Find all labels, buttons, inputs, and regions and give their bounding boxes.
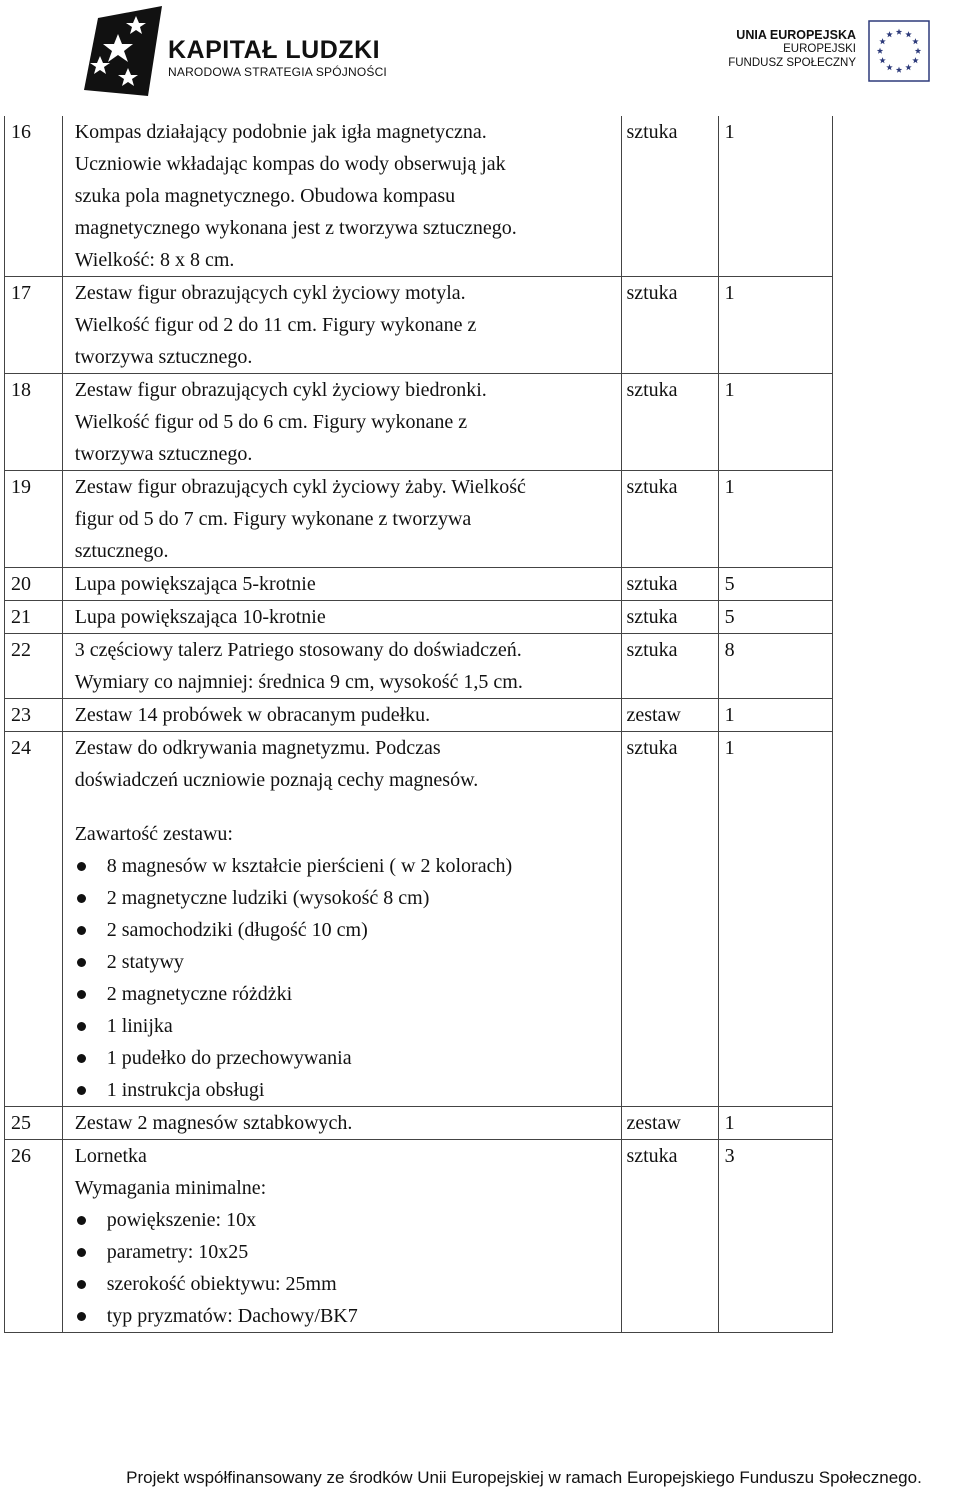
- item-description: [62, 116, 622, 277]
- bullet-item: 2 magnetyczne różdżki: [75, 978, 618, 1010]
- eu-line-3: FUNDUSZ SPOŁECZNY: [728, 57, 856, 69]
- item-quantity: 3: [718, 1140, 832, 1333]
- item-unit: sztuka: [622, 471, 718, 568]
- table-row: [5, 1107, 833, 1140]
- description-line: Lornetka: [74, 1145, 147, 1167]
- item-quantity: 1: [718, 471, 832, 568]
- item-description: [62, 1107, 622, 1140]
- description-line: doświadczeń uczniowie poznają cechy magnesów.: [74, 769, 479, 791]
- item-quantity: 1: [718, 1107, 832, 1140]
- item-number: 20: [5, 568, 63, 601]
- item-quantity: 1: [718, 116, 832, 277]
- description-line: Zestaw 14 probówek w obracanym pudełku.: [74, 704, 431, 726]
- description-line: Wielkość figur od 5 do 6 cm. Figury wykonane z: [74, 411, 468, 433]
- description-line: Wymiary co najmniej: średnica 9 cm, wysokość 1,5 cm.: [74, 671, 523, 693]
- eu-line-2: EUROPEJSKI: [783, 43, 856, 55]
- item-quantity: 1: [718, 699, 832, 732]
- item-unit: sztuka: [622, 634, 718, 699]
- bullet-list: [75, 1204, 618, 1332]
- table-row: [5, 568, 833, 601]
- description-line: Wymagania minimalne:: [74, 1177, 267, 1199]
- table-row: [5, 1140, 833, 1333]
- kapital-ludzki-logo-icon: [78, 4, 168, 100]
- eu-line-1: UNIA EUROPEJSKA: [736, 28, 856, 42]
- item-number: 22: [5, 634, 63, 699]
- page-footer: Projekt współfinansowany ze środków Unii Europejskiej w ramach Europejskiego Funduszu Społecznego.: [126, 1468, 922, 1487]
- description-line: Uczniowie wkładając kompas do wody obserwują jak: [74, 153, 506, 175]
- eu-flag-icon: [868, 20, 930, 82]
- bullet-item: powiększenie: 10x: [75, 1204, 618, 1236]
- description-line: szuka pola magnetycznego. Obudowa kompasu: [74, 185, 456, 207]
- bullet-item: 2 statywy: [75, 946, 618, 978]
- description-line: tworzywa sztucznego.: [74, 443, 253, 465]
- item-number: 25: [5, 1107, 63, 1140]
- bullet-item: szerokość obiektywu: 25mm: [75, 1268, 618, 1300]
- kapital-ludzki-subtitle: NARODOWA STRATEGIA SPÓJNOŚCI: [168, 65, 387, 79]
- page-header: [0, 0, 960, 100]
- bullet-item: 1 pudełko do przechowywania: [75, 1042, 618, 1074]
- item-quantity: 1: [718, 732, 832, 1107]
- description-line: Lupa powiększająca 10-krotnie: [74, 606, 326, 628]
- description-line: sztucznego.: [74, 540, 169, 562]
- description-line: figur od 5 do 7 cm. Figury wykonane z tworzywa: [74, 508, 472, 530]
- item-description: [62, 568, 622, 601]
- table-row: [5, 732, 833, 1107]
- item-number: 17: [5, 277, 63, 374]
- item-number: 21: [5, 601, 63, 634]
- item-number: 19: [5, 471, 63, 568]
- kapital-ludzki-title: KAPITAŁ LUDZKI: [168, 36, 381, 64]
- bullet-item: 1 linijka: [75, 1010, 618, 1042]
- item-unit: sztuka: [622, 732, 718, 1107]
- item-number: 23: [5, 699, 63, 732]
- description-line: tworzywa sztucznego.: [74, 346, 253, 368]
- item-description: [62, 732, 622, 1107]
- description-line: Zestaw 2 magnesów sztabkowych.: [74, 1112, 353, 1134]
- item-description: [62, 699, 622, 732]
- description-line: Zestaw figur obrazujących cykl życiowy motyla.: [74, 282, 466, 304]
- contents-label: Zawartość zestawu:: [74, 823, 233, 845]
- table-row: [5, 116, 833, 277]
- item-unit: sztuka: [622, 601, 718, 634]
- bullet-item: 2 samochodziki (długość 10 cm): [75, 914, 618, 946]
- item-quantity: 8: [718, 634, 832, 699]
- table-row: [5, 374, 833, 471]
- item-unit: zestaw: [622, 699, 718, 732]
- table-row: [5, 699, 833, 732]
- description-line: Kompas działający podobnie jak igła magnetyczna.: [74, 121, 487, 143]
- item-description: [62, 634, 622, 699]
- eu-logo-text: [728, 28, 856, 70]
- item-unit: sztuka: [622, 568, 718, 601]
- bullet-item: 2 magnetyczne ludziki (wysokość 8 cm): [75, 882, 618, 914]
- description-line: 3 częściowy talerz Patriego stosowany do doświadczeń.: [74, 639, 522, 661]
- item-description: [62, 471, 622, 568]
- table-row: [5, 634, 833, 699]
- item-number: 26: [5, 1140, 63, 1333]
- item-description: [62, 277, 622, 374]
- item-quantity: 5: [718, 601, 832, 634]
- item-unit: sztuka: [622, 374, 718, 471]
- item-number: 18: [5, 374, 63, 471]
- item-number: 16: [5, 116, 63, 277]
- item-description: [62, 1140, 622, 1333]
- items-table: [4, 116, 833, 1333]
- description-line: Wielkość: 8 x 8 cm.: [74, 249, 235, 271]
- description-line: Zestaw do odkrywania magnetyzmu. Podczas: [74, 737, 441, 759]
- item-description: [62, 374, 622, 471]
- item-quantity: 1: [718, 374, 832, 471]
- description-line: Zestaw figur obrazujących cykl życiowy żaby. Wielkość: [74, 476, 526, 498]
- item-unit: zestaw: [622, 1107, 718, 1140]
- item-unit: sztuka: [622, 116, 718, 277]
- description-line: Zestaw figur obrazujących cykl życiowy biedronki.: [74, 379, 487, 401]
- bullet-item: 8 magnesów w kształcie pierścieni ( w 2 kolorach): [75, 850, 618, 882]
- table-row: [5, 601, 833, 634]
- item-description: [62, 601, 622, 634]
- bullet-item: 1 instrukcja obsługi: [75, 1074, 618, 1106]
- description-line: Lupa powiększająca 5-krotnie: [74, 573, 316, 595]
- item-number: 24: [5, 732, 63, 1107]
- item-unit: sztuka: [622, 277, 718, 374]
- bullet-item: parametry: 10x25: [75, 1236, 618, 1268]
- item-quantity: 5: [718, 568, 832, 601]
- item-unit: sztuka: [622, 1140, 718, 1333]
- table-row: [5, 471, 833, 568]
- bullet-item: typ pryzmatów: Dachowy/BK7: [75, 1300, 618, 1332]
- description-line: magnetycznego wykonana jest z tworzywa sztucznego.: [74, 217, 517, 239]
- bullet-list: [75, 850, 618, 1106]
- description-line: Wielkość figur od 2 do 11 cm. Figury wykonane z: [74, 314, 477, 336]
- item-quantity: 1: [718, 277, 832, 374]
- table-row: [5, 277, 833, 374]
